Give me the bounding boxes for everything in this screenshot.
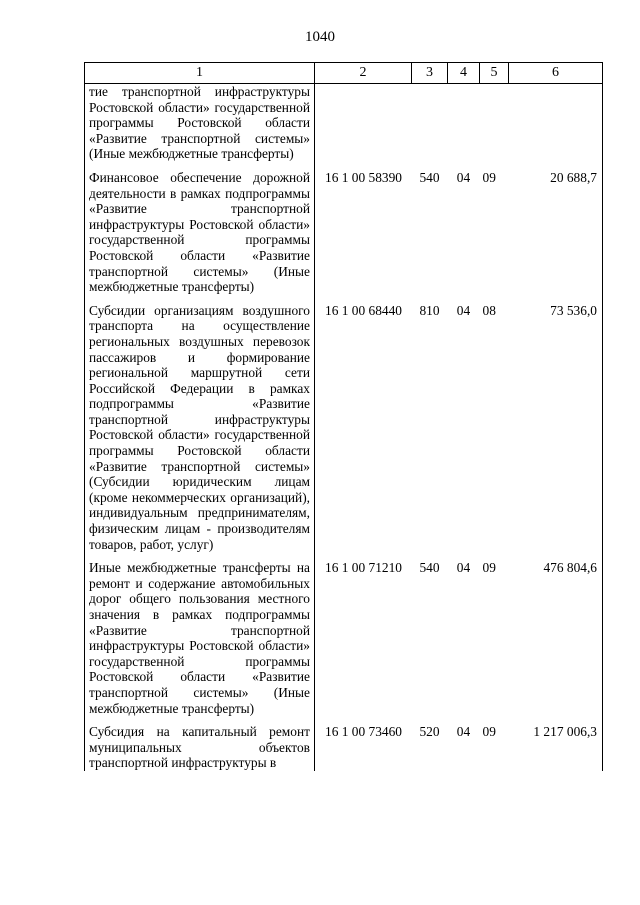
- row-description: Иные межбюджетные трансферты на ремонт и содержание автомобильных дорог общего пользования местного значения в рамках подпрограммы «Развитие транспортной инфраструктуры Ростовской области» государственной программы Ростовской области «Развитие транспортной системы» (Иные межбюджетные трансферты): [85, 560, 315, 716]
- row-pr: 09: [482, 724, 496, 740]
- budget-table: [84, 62, 603, 771]
- row-pr: 08: [482, 302, 496, 318]
- row-description: Субсидии организациям воздушного транспорта на осуществление региональных воздушных перевозок пассажиров и формирование региональной маршрутной сети Российской Федерации в рамках подпрограммы «Развитие транспортной инфраструктуры Ростовской области» государственной программы Ростовской области «Развитие транспортной системы» (Субсидии юридическим лицам (кроме некоммерческих организаций), индивидуальным предпринимателям, физическим лицам - производителям товаров, работ, услуг): [85, 303, 315, 553]
- column-header: 3: [412, 63, 448, 84]
- row-amount: 1 217 006,3: [509, 724, 603, 771]
- column-header: 2: [315, 63, 412, 84]
- row-rz: 04: [456, 169, 471, 185]
- row-code: 16 1 00 71210: [315, 560, 412, 716]
- column-header: 4: [448, 63, 480, 84]
- row-description: Финансовое обеспечение дорожной деятельности в рамках подпрограммы «Развитие транспортной инфраструктуры Ростовской области» государственной программы Ростовской области «Развитие транспортной системы» (Иные межбюджетные трансферты): [85, 170, 315, 295]
- row-pr: 09: [482, 169, 496, 185]
- row-vr: 540: [419, 560, 440, 576]
- row-amount: [509, 84, 603, 162]
- row-code: [315, 84, 412, 162]
- column-header: 1: [85, 63, 315, 84]
- row-amount: 20 688,7: [509, 170, 603, 295]
- table-row: [85, 84, 603, 162]
- row-description: Субсидия на капитальный ремонт муниципальных объектов транспортной инфраструктуры в: [85, 724, 315, 771]
- row-rz: 04: [456, 560, 471, 576]
- table-row: [85, 724, 603, 771]
- row-rz: 04: [456, 302, 471, 318]
- row-rz: [448, 84, 480, 162]
- header-row: [85, 63, 603, 84]
- row-description: тие транспортной инфраструктуры Ростовской области» государственной программы Ростовской области «Развитие транспортной системы» (Иные межбюджетные трансферты): [85, 84, 315, 162]
- row-vr: 540: [419, 169, 440, 185]
- row-amount: 73 536,0: [509, 303, 603, 553]
- column-header: 5: [480, 63, 509, 84]
- row-pr: [480, 84, 509, 162]
- page-number: 1040: [305, 29, 335, 45]
- table-row: [85, 560, 603, 716]
- table-row: [85, 170, 603, 295]
- row-vr: 520: [419, 724, 440, 740]
- row-code: 16 1 00 58390: [315, 170, 412, 295]
- table-row: [85, 303, 603, 553]
- row-vr: 810: [419, 302, 440, 318]
- row-code: 16 1 00 73460: [315, 724, 412, 771]
- row-amount: 476 804,6: [509, 560, 603, 716]
- column-header: 6: [509, 63, 603, 84]
- row-code: 16 1 00 68440: [315, 303, 412, 553]
- row-vr: [412, 84, 448, 162]
- row-pr: 09: [482, 560, 496, 576]
- row-rz: 04: [456, 724, 471, 740]
